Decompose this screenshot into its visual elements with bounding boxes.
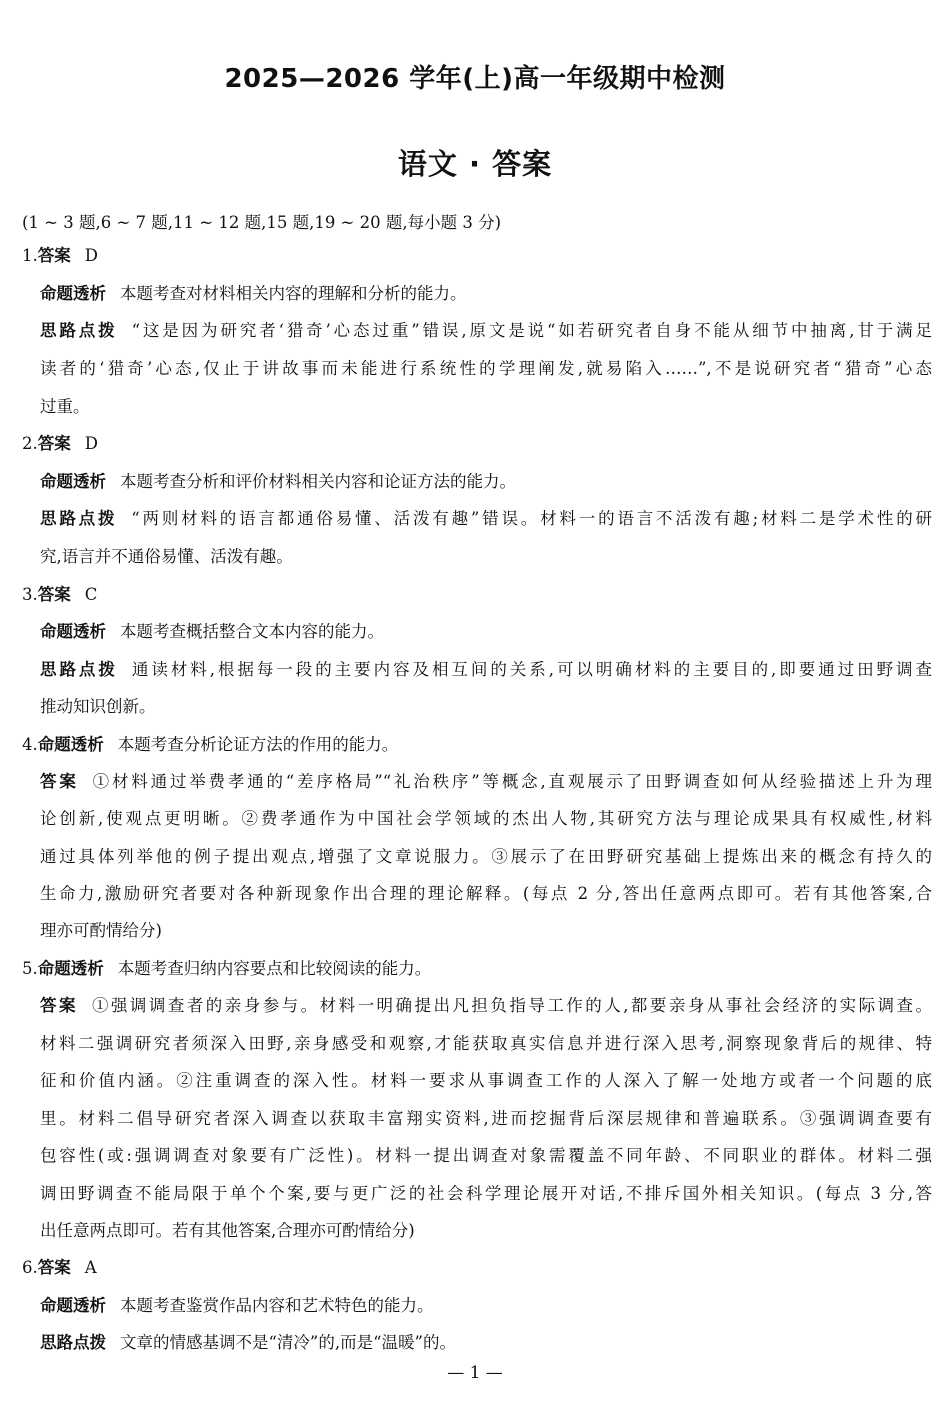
q3-hint-line-1 <box>40 659 932 681</box>
exam-subtitle: 语文 · 答案 <box>397 147 553 181</box>
q6-hint-row <box>40 1332 932 1354</box>
q2-hint-line-1 <box>40 508 932 530</box>
q4-answer-line-1 <box>40 771 932 793</box>
q6-hint-text-1: 文章的情感基调不是“清冷”的,而是“温暖”的。 <box>120 1333 456 1352</box>
q5-answer-line-7: 出任意两点即可。若有其他答案,合理亦可酌情给分) <box>40 1221 415 1240</box>
q2-hint-text-1: “两则材料的语言都通俗易懂、活泼有趣”错误。材料一的语言不活泼有趣;材料二是学术性的研 <box>131 509 932 528</box>
q2-answer-row <box>22 433 932 455</box>
q6-analysis-text: 本题考查鉴赏作品内容和艺术特色的能力。 <box>120 1296 434 1315</box>
q1-hint-line-2: 读者的‘猎奇’心态,仅止于讲故事而未能进行系统性的学理阐发,就易陷入……”,不是说研究者“猎奇”心态 <box>40 359 932 378</box>
q6-analysis-label: 命题透析 <box>40 1296 106 1315</box>
q4-answer-label: 答案 <box>40 772 79 791</box>
q6-answer-value: A <box>84 1258 97 1277</box>
q2-analysis-row <box>40 471 932 493</box>
q5-number: 5. <box>22 959 38 978</box>
q1-analysis-text: 本题考查对材料相关内容的理解和分析的能力。 <box>120 284 467 303</box>
q5-answer-line-6: 调田野调查不能局限于单个个案,要与更广泛的社会科学理论展开对话,不排斥国外相关知识。(每点 3 分,答 <box>40 1184 932 1203</box>
q4-number: 4. <box>22 735 38 754</box>
q2-number: 2. <box>22 434 38 453</box>
q6-hint-label: 思路点拨 <box>40 1333 106 1352</box>
q2-analysis-text: 本题考查分析和评价材料相关内容和论证方法的能力。 <box>120 472 516 491</box>
q4-answer-line-2: 论创新,使观点更明晰。②费孝通作为中国社会学领域的杰出人物,其研究方法与理论成果具有权威性,材料 <box>40 809 932 828</box>
q2-hint-line-2: 究,语言并不通俗易懂、活泼有趣。 <box>40 547 293 566</box>
q4-answer-line-3: 通过具体列举他的例子提出观点,增强了文章说服力。③展示了在田野研究基础上提炼出来的概念有持久的 <box>40 847 932 866</box>
q2-hint-label: 思路点拨 <box>40 509 118 528</box>
q3-analysis-label: 命题透析 <box>40 622 106 641</box>
q6-number: 6. <box>22 1258 38 1277</box>
q3-analysis-row <box>40 621 932 643</box>
q4-analysis-label: 命题透析 <box>37 735 104 754</box>
q2-answer-value: D <box>84 434 98 453</box>
q1-analysis-row <box>40 283 932 305</box>
exam-title: 2025—2026 学年(上)高一年级期中检测 <box>224 64 726 94</box>
q1-hint-label: 思路点拨 <box>40 321 118 340</box>
q6-analysis-row <box>40 1295 932 1317</box>
q1-hint-line-3: 过重。 <box>40 397 90 416</box>
q5-answer-label: 答案 <box>40 996 78 1015</box>
q1-analysis-label: 命题透析 <box>40 284 106 303</box>
q3-hint-label: 思路点拨 <box>40 660 118 679</box>
q5-answer-line-2: 材料二强调研究者须深入田野,亲身感受和观察,才能获取真实信息并进行深入思考,洞察现象背后的规律、特 <box>40 1034 932 1053</box>
q5-analysis-text: 本题考查归纳内容要点和比较阅读的能力。 <box>117 959 432 978</box>
q4-answer-line-4: 生命力,激励研究者要对各种新现象作出合理的理论解释。(每点 2 分,答出任意两点即可。若有其他答案,合 <box>40 884 932 903</box>
q1-hint-text-1: “这是因为研究者‘猎奇’心态过重”错误,原文是说“如若研究者自身不能从细节中抽离,甘于满足 <box>131 321 932 340</box>
q3-answer-value: C <box>84 585 98 604</box>
q1-answer-value: D <box>84 246 98 265</box>
q1-answer-row <box>22 245 932 267</box>
page-number: — 1 — <box>447 1363 503 1383</box>
q1-answer-label: 答案 <box>37 246 71 265</box>
q2-analysis-label: 命题透析 <box>40 472 106 491</box>
q3-hint-line-2: 推动知识创新。 <box>40 697 156 716</box>
q3-number: 3. <box>22 585 38 604</box>
q4-answer-text-1: ①材料通过举费孝通的“差序格局”“礼治秩序”等概念,直观展示了田野调查如何从经验描述上升为理 <box>92 772 932 791</box>
q4-analysis-text: 本题考查分析论证方法的作用的能力。 <box>117 735 399 754</box>
q3-analysis-text: 本题考查概括整合文本内容的能力。 <box>120 622 384 641</box>
q5-answer-line-1 <box>40 995 932 1017</box>
q5-answer-text-1: ①强调调查者的亲身参与。材料一明确提出凡担负指导工作的人,都要亲身从事社会经济的实际调查。 <box>91 996 932 1015</box>
q1-number: 1. <box>22 246 38 265</box>
q6-answer-label: 答案 <box>37 1258 71 1277</box>
q3-hint-text-1: 通读材料,根据每一段的主要内容及相互间的关系,可以明确材料的主要目的,即要通过田野调查 <box>131 660 932 679</box>
q4-answer-line-5: 理亦可酌情给分) <box>40 921 162 940</box>
q6-answer-row <box>22 1257 932 1279</box>
q3-answer-label: 答案 <box>37 585 71 604</box>
q5-analysis-label: 命题透析 <box>37 959 104 978</box>
q5-analysis-row <box>22 958 932 980</box>
q5-answer-line-5: 包容性(或:强调调查对象要有广泛性)。材料一提出调查对象需覆盖不同年龄、不同职业的群体。材料二强 <box>40 1146 932 1165</box>
q5-answer-line-4: 里。材料二倡导研究者深入调查以获取丰富翔实资料,进而挖掘背后深层规律和普遍联系。③强调调查要有 <box>40 1109 932 1128</box>
q2-answer-label: 答案 <box>37 434 71 453</box>
q5-answer-line-3: 征和价值内涵。②注重调查的深入性。材料一要求从事调查工作的人深入了解一处地方或者一个问题的底 <box>40 1071 932 1090</box>
scoring-note: (1 ~ 3 题,6 ~ 7 题,11 ~ 12 题,15 题,19 ~ 20 题,每小题 3 分) <box>22 213 502 232</box>
q3-answer-row <box>22 584 932 606</box>
q1-hint-line-1 <box>40 320 932 342</box>
q4-analysis-row <box>22 734 932 756</box>
